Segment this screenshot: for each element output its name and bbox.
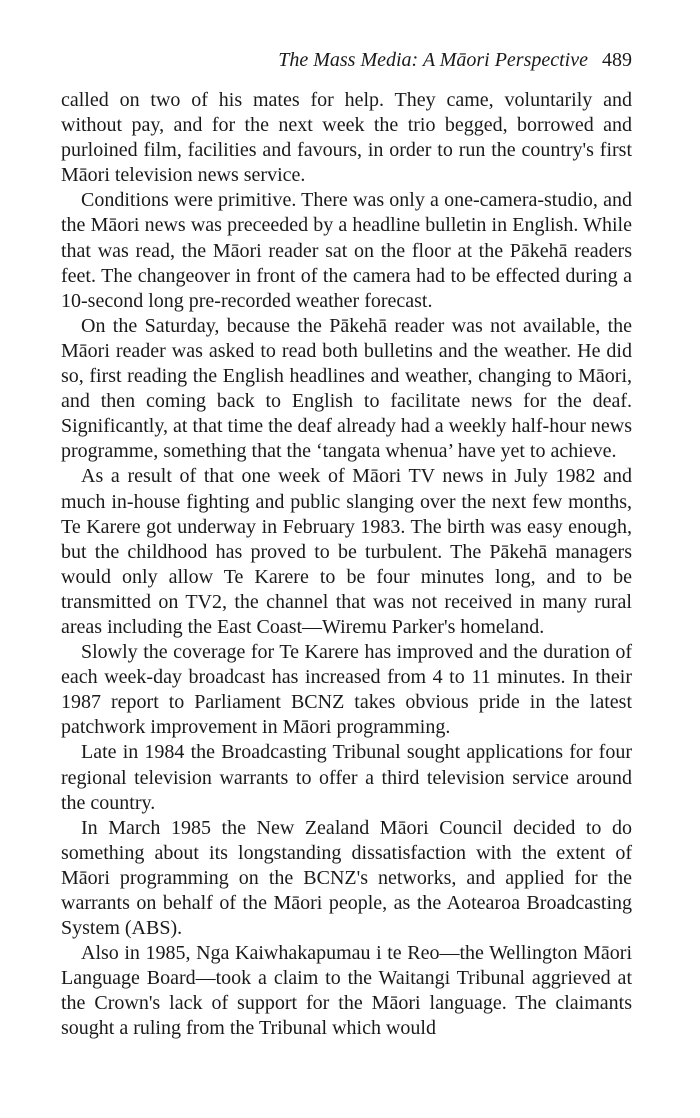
running-head [278, 48, 632, 72]
paragraph: Slowly the coverage for Te Karere has improved and the duration of each week-day broadcast has increased from 4 to 11 minutes. In their 1987 report to Parliament BCNZ takes obvious pride in the latest patchwork improvement in Māori programming. [61, 641, 632, 739]
paragraph: In March 1985 the New Zealand Māori Council decided to do something about its longstanding dissatisfaction with the extent of Māori programming on the BCNZ's networks, and applied for the warrants on behalf of the Māori people, as the Aotearoa Broadcasting System (ABS). [61, 816, 632, 940]
page-number: 489 [602, 49, 632, 71]
paragraph: On the Saturday, because the Pākehā reader was not available, the Māori reader was asked to read both bulletins and the weather. He did so, first reading the English headlines and weather, changing to Māori, and then coming back to English to facilitate news for the deaf. Significantly, at that time the deaf already had a weekly half-hour news programme, something that the ‘tangata whenua’ have yet to achieve. [61, 314, 632, 463]
paragraph: Late in 1984 the Broadcasting Tribunal sought applications for four regional television warrants to offer a third television service around the country. [61, 741, 632, 814]
paragraph: Conditions were primitive. There was only a one-camera-studio, and the Māori news was preceeded by a headline bulletin in English. While that was read, the Māori reader sat on the floor at the Pākehā readers feet. The changeover in front of the camera had to be effected during a 10-second long pre-recorded weather forecast. [61, 189, 632, 312]
paragraph-continued: called on two of his mates for help. They came, voluntarily and without pay, and for the next week the trio begged, borrowed and purloined film, facilities and favours, in order to run the country's first Māori television news service. [61, 89, 632, 187]
paragraph: Also in 1985, Nga Kaiwhakapumau i te Reo—the Wellington Māori Language Board—took a claim to the Waitangi Tribunal aggrieved at the Crown's lack of support for the Māori language. The claimants sought a ruling from the Tribunal which would [61, 942, 632, 1040]
running-head-title: The Mass Media: A Māori Perspective [278, 49, 588, 71]
body-text [61, 88, 632, 1042]
paragraph: As a result of that one week of Māori TV news in July 1982 and much in-house fighting and public slanging over the next few months, Te Karere got underway in February 1983. The birth was easy enough, but the childhood has proved to be turbulent. The Pākehā managers would only allow Te Karere to be four minutes long, and to be transmitted on TV2, the channel that was not received in many rural areas including the East Coast—Wiremu Parker's homeland. [61, 465, 632, 638]
